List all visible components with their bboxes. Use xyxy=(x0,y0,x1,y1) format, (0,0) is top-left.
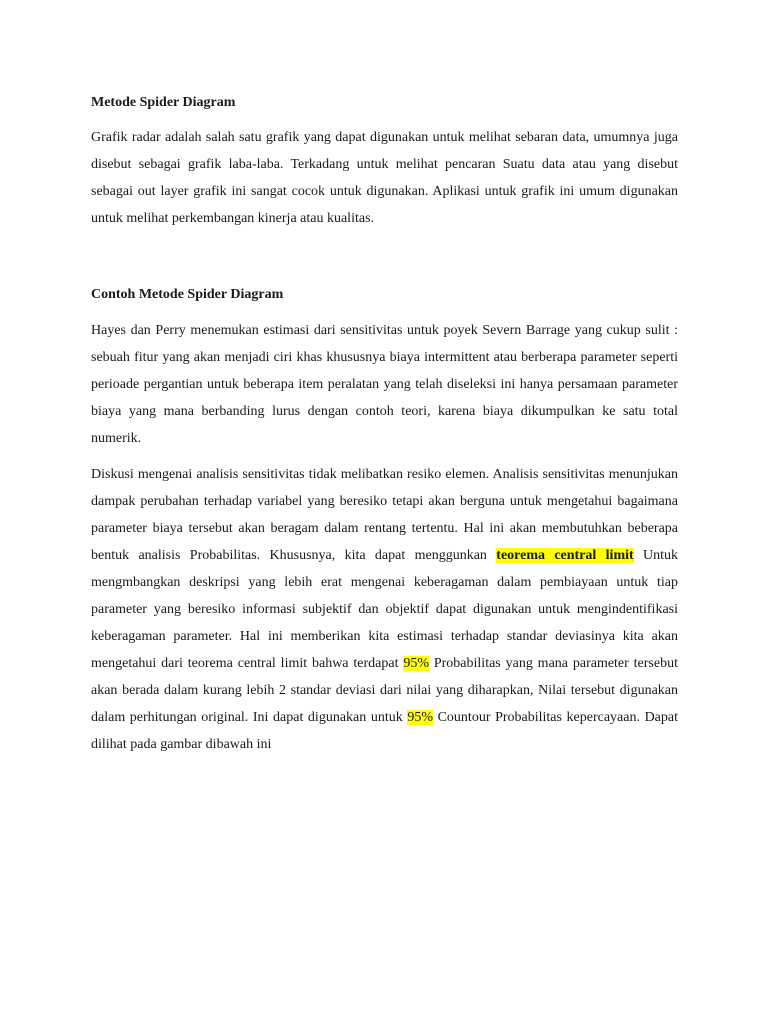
paragraph-text-part-3: Probabilitas yang mana parameter tersebut akan berada dalam kurang lebih 2 standar deviasi dari nilai yang diharapkan, Nilai tersebut digunakan dalam perhitungan original. Ini dapat digunakan untuk xyxy=(91,656,678,725)
section-heading-metode-spider-diagram: Metode Spider Diagram xyxy=(91,95,236,110)
intro-paragraph: Grafik radar adalah salah satu grafik yang dapat digunakan untuk melihat sebaran data, umumnya juga disebut sebagai grafik laba-laba. Terkadang untuk melihat pencaran Suatu data atau yang disebut sebagai out layer grafik ini sangat cocok untuk digunakan. Aplikasi untuk grafik ini umum digunakan untuk melihat perkembangan kinerja atau kualitas. xyxy=(91,130,678,226)
paragraph-text-part-4: Countour Probabilitas kepercayaan. Dapat dilihat pada gambar dibawah ini xyxy=(91,710,678,752)
highlight-95-percent-2: 95% xyxy=(407,710,433,725)
example-paragraph-1: Hayes dan Perry menemukan estimasi dari sensitivitas untuk poyek Severn Barrage yang cukup sulit : sebuah fitur yang akan menjadi ciri khas khususnya biaya intermittent atau berberapa parameter seperti perioade pergantian untuk beberapa item peralatan yang telah diseleksi ini hanya persamaan parameter biaya yang mana berbanding lurus dengan contoh teori, karena biaya dikumpulkan ke satu total numerik. xyxy=(91,323,678,446)
highlight-teorema-central-limit: teorema central limit xyxy=(496,548,634,563)
example-paragraph-2 xyxy=(91,461,678,758)
paragraph-text-part-1: Diskusi mengenai analisis sensitivitas tidak melibatkan resiko elemen. Analisis sensitivitas menunjukan dampak perubahan terhadap variabel yang beresiko tetapi akan berguna untuk mengetahui bagaimana parameter biaya tersebut akan beragam dalam rentang tertentu. Hal ini akan membutuhkan beberapa bentuk analisis Probabilitas. Khususnya, kita dapat menggunkan xyxy=(91,467,678,563)
section-heading-contoh: Contoh Metode Spider Diagram xyxy=(91,287,284,302)
paragraph-text-part-2: Untuk mengmbangkan deskripsi yang lebih erat mengenai keberagaman dalam pembiayaan untuk tiap parameter yang beresiko informasi subjektif dan objektif dapat digunakan untuk mengindentifikasi keberagaman parameter. Hal ini memberikan kita estimasi terhadap standar deviasinya kita akan mengetahui dari teorema central limit bahwa terdapat xyxy=(91,548,679,671)
highlight-95-percent-1: 95% xyxy=(403,656,429,671)
